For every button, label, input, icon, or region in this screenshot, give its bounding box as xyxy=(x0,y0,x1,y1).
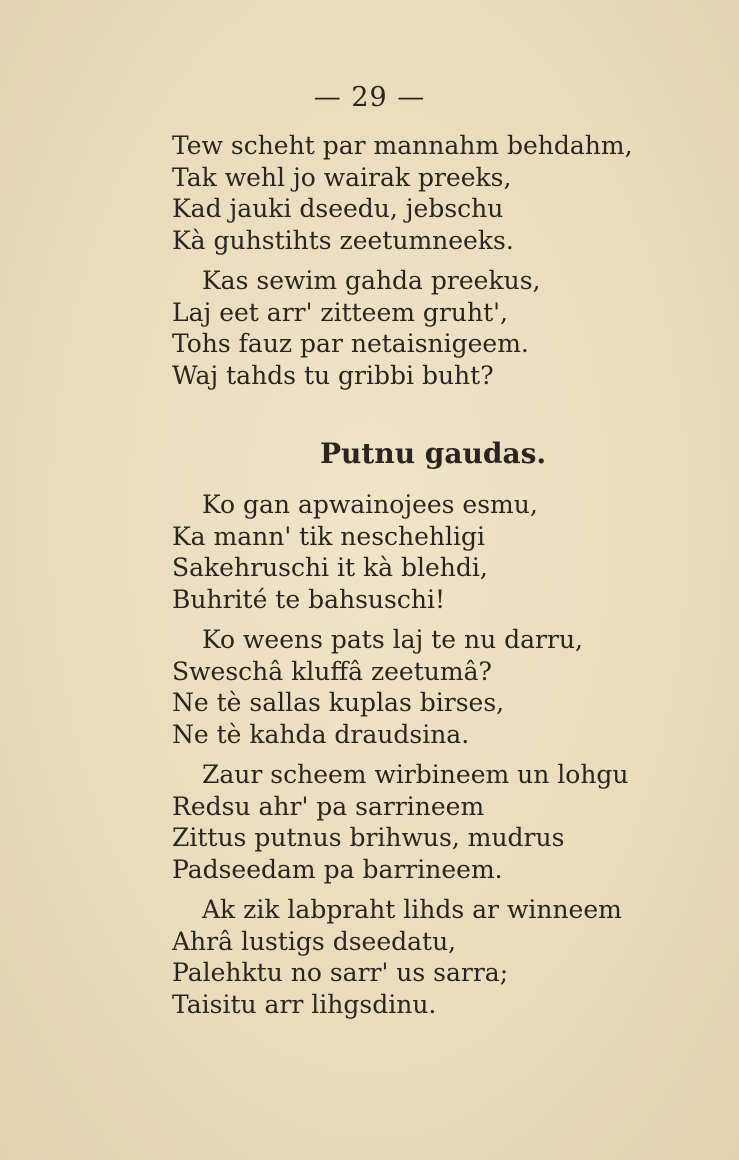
stanza-2 xyxy=(172,265,692,391)
verse-line: Ko gan apwainojees esmu, xyxy=(202,490,538,519)
verse-line: Kad jauki dseedu, jebschu xyxy=(172,194,504,223)
verse-line: Sakehruschi it kà blehdi, xyxy=(172,553,488,582)
verse-line: Zaur scheem wirbineem un lohgu xyxy=(202,760,629,789)
verse-line: Taisitu arr lihgsdinu. xyxy=(172,989,437,1019)
verse-line: Buhrité te bahsuschi! xyxy=(172,584,446,614)
verse-line: Ko weens pats laj te nu darru, xyxy=(202,625,583,654)
verse-line: Laj eet arr' zitteem gruht', xyxy=(172,297,508,327)
verse-line: Ahrâ lustigs dseedatu, xyxy=(172,926,457,956)
verse-line: Ne tè sallas kuplas birses, xyxy=(172,688,505,717)
verse-line: Zittus putnus brihwus, mudrus xyxy=(172,823,565,852)
verse-line: Tohs fauz par netaisnigeem. xyxy=(172,329,529,358)
poem-stanza-1 xyxy=(172,489,692,615)
verse-line: Padseedam pa barrineem. xyxy=(172,854,503,884)
verse-line: Tak wehl jo wairak preeks, xyxy=(172,162,512,192)
poem-title: Putnu gaudas. xyxy=(320,437,547,470)
verse-line: Tew scheht par mannahm behdahm, xyxy=(172,131,633,160)
verse-line: Redsu ahr' pa sarrineem xyxy=(172,791,485,821)
verse-line: Palehktu no sarr' us sarra; xyxy=(172,958,509,987)
verse-line: Ka mann' tik neschehligi xyxy=(172,521,486,551)
stanza-1 xyxy=(172,130,692,256)
page-number: — 29 — xyxy=(313,82,426,113)
text-block xyxy=(172,130,692,1020)
poem-stanza-3 xyxy=(172,759,692,885)
poem-stanza-4 xyxy=(172,894,692,1020)
verse-line: Ne tè kahda draudsina. xyxy=(172,719,470,749)
verse-line: Sweschâ kluffâ zeetumâ? xyxy=(172,656,492,686)
verse-line: Kas sewim gahda preekus, xyxy=(202,266,541,295)
poem-stanza-2 xyxy=(172,624,692,750)
verse-line: Ak zik labpraht lihds ar winneem xyxy=(202,895,622,924)
verse-line: Kà guhstihts zeetumneeks. xyxy=(172,225,514,255)
verse-line: Waj tahds tu gribbi buht? xyxy=(172,360,494,390)
